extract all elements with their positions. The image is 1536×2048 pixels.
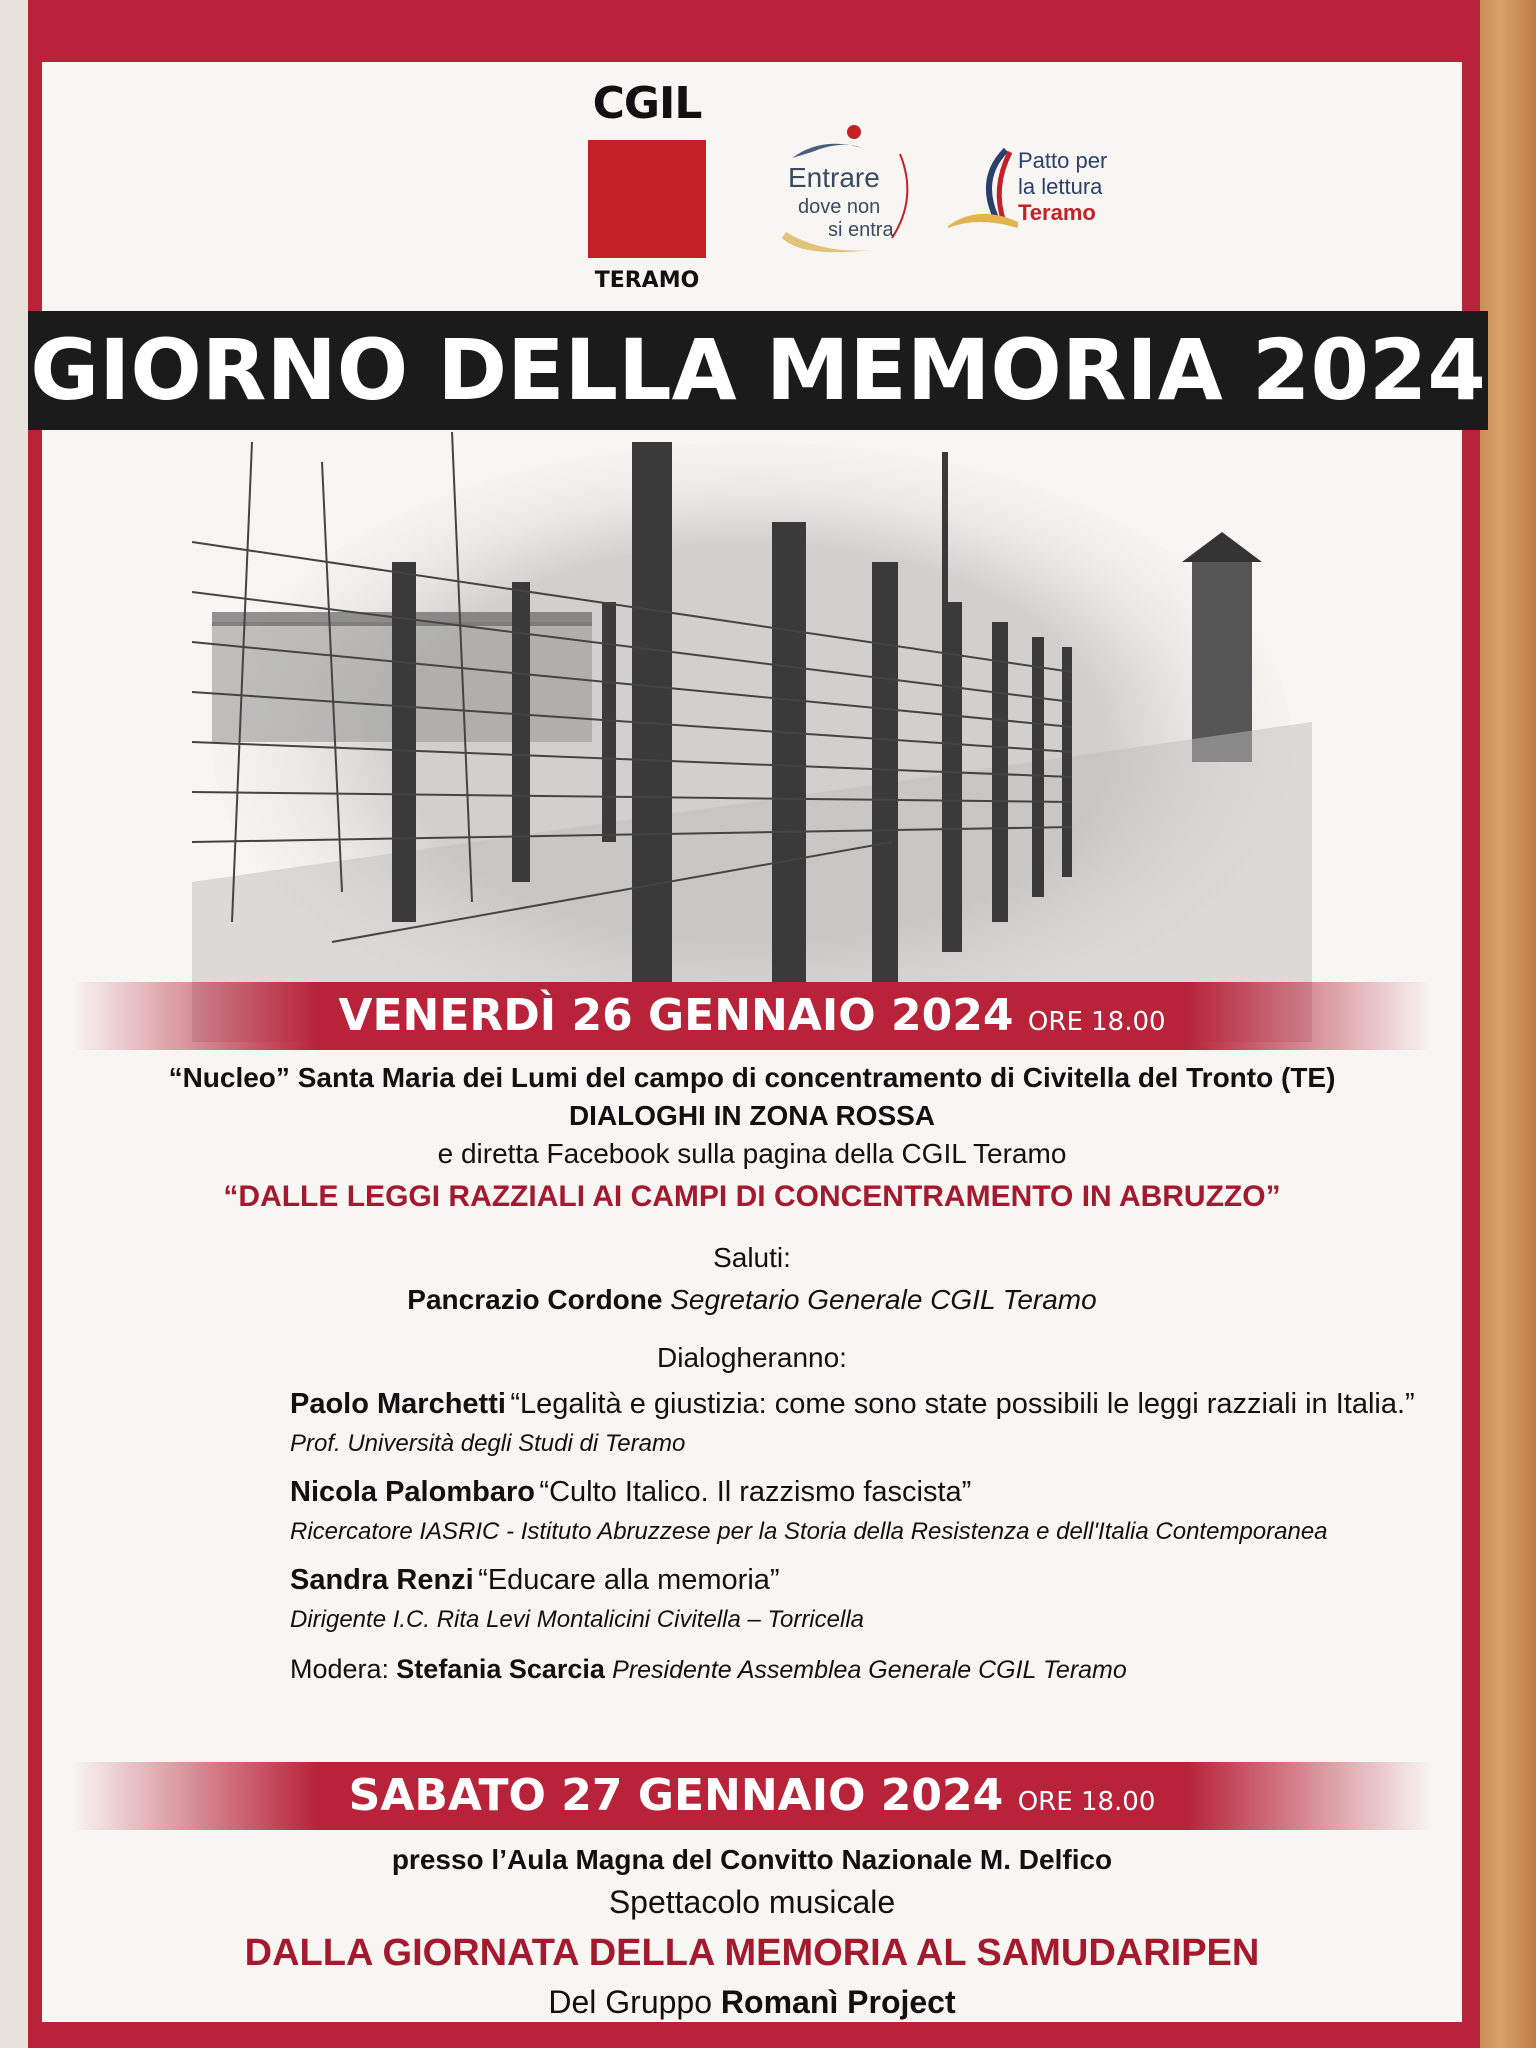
event1-date-banner [72,982,1432,1050]
event2-show-title: DALLA GIORNATA DELLA MEMORIA AL SAMUDARIPEN [244,1932,1260,1974]
cgil-logo [582,78,712,298]
poster-title: GIORNO DELLA MEMORIA 2024 [30,321,1486,419]
speaker-role: Ricercatore IASRIC - Istituto Abruzzese per la Storia della Resistenza e dell'Italia Contemporanea [290,1518,1328,1545]
entrare-logo-line2: dove non [798,196,881,218]
patto-logo-line3: Teramo [1018,200,1096,225]
cgil-logo-city: TERAMO [594,268,700,293]
entrare-logo [742,118,932,258]
moderator-label: Modera: [290,1654,390,1684]
group-name: Romanì Project [720,1984,956,2020]
group-prefix: Del Gruppo [548,1984,713,2020]
event1-series: DIALOGHI IN ZONA ROSSA [568,1100,936,1131]
wall-background [0,0,30,2048]
greeter-name: Pancrazio Cordone [407,1284,663,1315]
poster [28,0,1486,2048]
entrare-logo-line3: si entra [828,219,894,241]
cgil-logo-name: CGIL [592,78,702,129]
speaker-1 [290,1388,1415,1421]
speaker-talk: “Educare alla memoria” [478,1564,780,1596]
event2-location: presso l’Aula Magna del Convitto Nazionale M. Delfico [391,1844,1113,1875]
speaker-name: Paolo Marchetti [290,1388,506,1420]
patto-lettura-logo [948,148,1168,268]
speaker-role: Prof. Università degli Studi di Teramo [290,1430,686,1457]
event1-time: ORE 18.00 [1027,1007,1166,1037]
speaker-talk: “Culto Italico. Il razzismo fascista” [539,1476,972,1508]
greetings-label: Saluti: [713,1242,791,1273]
event2-time: ORE 18.00 [1017,1787,1156,1817]
dialogue-label: Dialogheranno: [657,1342,847,1373]
event2-date-banner [72,1762,1432,1830]
moderator-name: Stefania Scarcia [396,1654,605,1684]
event2-date: SABATO 27 GENNAIO 2024 [348,1770,1004,1821]
title-bar [28,311,1488,430]
event2-group [42,1984,1462,2021]
door-frame [1476,0,1536,2048]
cgil-logo-square [588,140,706,258]
greeter-line [42,1284,1462,1316]
speaker-name: Sandra Renzi [290,1564,474,1596]
speaker-2 [290,1476,971,1509]
speaker-name: Nicola Palombaro [290,1476,535,1508]
greeter-role: Segretario Generale CGIL Teramo [670,1284,1097,1315]
moderator-line [290,1654,1127,1685]
moderator-role: Presidente Assemblea Generale CGIL Teramo [612,1656,1127,1684]
entrare-logo-line1: Entrare [788,162,880,193]
event1-location: “Nucleo” Santa Maria dei Lumi del campo di concentramento di Civitella del Tronto (TE) [168,1062,1336,1093]
event1-theme: “DALLE LEGGI RAZZIALI AI CAMPI DI CONCENTRAMENTO IN ABRUZZO” [223,1180,1281,1213]
speaker-role: Dirigente I.C. Rita Levi Montalicini Civitella – Torricella [290,1606,864,1633]
event1-stream: e diretta Facebook sulla pagina della CGIL Teramo [437,1138,1067,1169]
patto-logo-line2: la lettura [1018,174,1103,199]
event2-type: Spettacolo musicale [608,1884,896,1920]
barbed-wire-fence-photo [192,422,1312,1042]
speaker-3 [290,1564,780,1597]
speaker-talk: “Legalità e giustizia: come sono state possibili le leggi razziali in Italia.” [510,1388,1415,1420]
event1-date: VENERDÌ 26 GENNAIO 2024 [338,990,1014,1041]
poster-sheet [30,62,1486,2022]
patto-logo-line1: Patto per [1018,148,1108,173]
